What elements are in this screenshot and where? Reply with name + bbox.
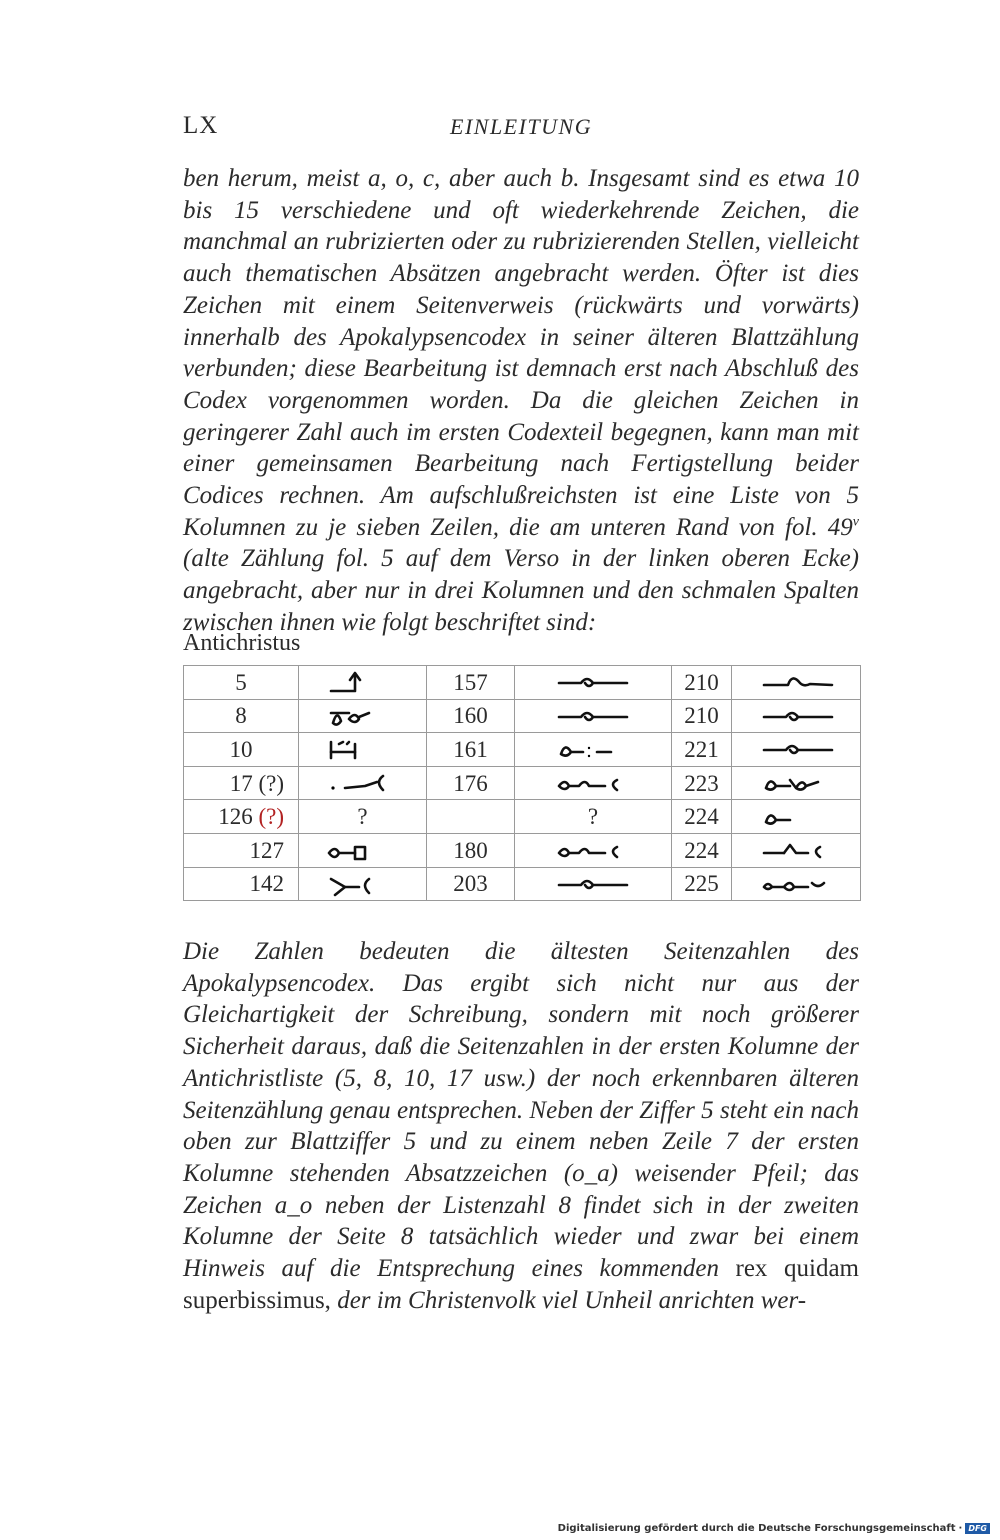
- col2-sign: [515, 733, 672, 767]
- a-o-sign-icon: [760, 768, 836, 798]
- paragraph-text-continued: (alte Zählung fol. 5 auf dem Verso in der linken oberen Ecke) angebracht, aber nur in drei Kolumnen und den schmalen Spalten zwischen ihnen wie folgt beschriftet sind:: [183, 545, 859, 636]
- col1-sign: [299, 699, 427, 733]
- col3-sign: [732, 733, 861, 767]
- page-number-value: 180: [453, 837, 488, 863]
- page-number-value: 160: [453, 703, 488, 729]
- question-mark: ?: [357, 804, 368, 830]
- col3-sign: [732, 666, 861, 700]
- table-row: [184, 666, 861, 700]
- col2-page-number: [427, 666, 515, 700]
- col1-sign: [299, 833, 427, 867]
- col3-sign: [732, 800, 861, 834]
- page-number-value: 225: [684, 871, 719, 897]
- table-row: [184, 800, 861, 834]
- uncertainty-mark: (?): [258, 804, 284, 830]
- page-number-value: 127: [249, 837, 284, 863]
- antichrist-table: [183, 665, 861, 901]
- arrow-sign-icon: [325, 667, 401, 697]
- col1-page-number: [184, 699, 299, 733]
- col3-sign: [732, 867, 861, 901]
- wave-sign-icon: [760, 734, 836, 764]
- col3-sign: [732, 699, 861, 733]
- o-o-sign-icon: [760, 869, 836, 899]
- dfg-logo: DFG: [965, 1523, 990, 1534]
- table-caption: Antichristus: [183, 630, 301, 656]
- page-number-value: 224: [684, 837, 719, 863]
- credit-text: Digitalisierung gefördert durch die Deutsche Forschungsgemeinschaft: [557, 1523, 956, 1534]
- o-c-sign-icon: [555, 768, 631, 798]
- paragraph-text: Die Zahlen bedeuten die ältesten Seitenzahlen des Apokalypsencodex. Das ergibt sich nicht nur aus der Gleichartigkeit der Schreibung, sondern mit noch größerer Sicherheit daraus, daß die Seitenzahlen in der ersten Kolumne der Antichristliste (5, 8, 10, 17 usw.) der noch erkennbaren älteren Seitenzählung genau entsprechen. Neben der Ziffer 5 steht ein nach oben zur Blattziffer 5 und zu einem neben Zeile 7 der ersten Kolumne stehenden Absatzzeichen (o_a) weisender Pfeil; das Zeichen a_o neben der Listenzahl 8 findet sich in der zweiten Kolumne der Seite 8 tatsächlich wieder und zwar bei einem Hinweis auf die Entsprechung eines kommenden: [183, 938, 859, 1283]
- digitization-credit: [558, 1523, 990, 1534]
- page-number-value: 176: [453, 770, 488, 796]
- col1-sign: [299, 800, 427, 834]
- chain-sign-icon: [325, 835, 401, 865]
- wave-sign-icon: [555, 701, 631, 731]
- o-c-sign-icon: [555, 835, 631, 865]
- col3-page-number: [672, 699, 732, 733]
- col1-sign: [299, 867, 427, 901]
- page-number-value: 142: [249, 871, 284, 897]
- col1-sign: [299, 733, 427, 767]
- paragraph-text: ben herum, meist a, o, c, aber auch b. Insgesamt sind es etwa 10 bis 15 verschiedene und oft wiederkehrende Zeichen, die manchmal an rubrizierten oder zu rubrizierenden Stellen, vielleicht auch thematischen Absätzen angebracht werden. Öfter ist dies Zeichen mit einem Seitenverweis (rückwärts und vorwärts) innerhalb des Apokalypsencodex in seiner älteren Blattzählung verbunden; diese Bearbeitung ist demnach erst nach Abschluß des Codex vorgenommen worden. Da die gleichen Zeichen in geringerer Zahl auch im ersten Codexteil begegnen, kann man mit einer gemeinsamen Bearbeitung nach Fertigstellung beider Codices rechnen. Am aufschlußreichsten ist eine Liste von 5 Kolumnen zu je sieben Zeilen, die am unteren Rand von fol. 49: [183, 165, 859, 541]
- table-row: [184, 833, 861, 867]
- page-number-value: 210: [684, 669, 719, 695]
- col3-page-number: [672, 833, 732, 867]
- wave-sign-icon: [555, 869, 631, 899]
- col3-page-number: [672, 666, 732, 700]
- col1-page-number: [184, 733, 299, 767]
- superscript-verso: v: [852, 514, 859, 530]
- table-row: [184, 867, 861, 901]
- page-number-value: 5: [235, 669, 247, 695]
- col3-sign: [732, 833, 861, 867]
- running-head: EINLEITUNG: [450, 114, 593, 139]
- col3-sign: [732, 766, 861, 800]
- col1-page-number: [184, 800, 299, 834]
- col2-page-number: [427, 833, 515, 867]
- dash-c-sign-icon: [760, 835, 836, 865]
- page-number: LX: [183, 112, 219, 139]
- paragraph-explanation: [183, 936, 859, 1316]
- col2-sign: [515, 666, 672, 700]
- col2-sign: [515, 867, 672, 901]
- page-number-value: 221: [684, 736, 719, 762]
- col1-page-number: [184, 666, 299, 700]
- bracket-sign-icon: [325, 734, 401, 764]
- hook-c-sign-icon: [325, 869, 401, 899]
- page-number-value: 223: [684, 770, 719, 796]
- col2-sign: [515, 800, 672, 834]
- col2-page-number: [427, 766, 515, 800]
- col1-page-number: [184, 766, 299, 800]
- col2-sign: [515, 833, 672, 867]
- col2-sign: [515, 766, 672, 800]
- a-dots-sign-icon: [555, 734, 631, 764]
- question-mark: ?: [587, 804, 599, 830]
- col2-page-number: [427, 733, 515, 767]
- col2-page-number: [427, 867, 515, 901]
- dot-hook-sign-icon: [325, 768, 401, 798]
- page-number-value: 8: [235, 703, 247, 729]
- col1-page-number: [184, 867, 299, 901]
- paragraph-intro: [183, 163, 859, 639]
- col2-sign: [515, 699, 672, 733]
- wave-sign-icon: [555, 667, 631, 697]
- wave-sign-icon: [760, 701, 836, 731]
- col3-page-number: [672, 733, 732, 767]
- col3-page-number: [672, 800, 732, 834]
- hump-sign-icon: [760, 667, 836, 697]
- paragraph-text-continued: der im Christenvolk viel Unheil anrichten wer-: [330, 1286, 807, 1314]
- table-row: [184, 699, 861, 733]
- page-number-value: 126: [218, 804, 259, 830]
- col1-sign: [299, 766, 427, 800]
- col2-page-number: [427, 699, 515, 733]
- page-number-value: 17 (?): [229, 770, 284, 796]
- latin-quote: rex quidam superbissimus,: [183, 1255, 859, 1314]
- a-dash-sign-icon: [760, 802, 836, 832]
- page-number-value: 203: [453, 871, 488, 897]
- col1-page-number: [184, 833, 299, 867]
- col1-sign: [299, 666, 427, 700]
- col3-page-number: [672, 867, 732, 901]
- page-number-value: 224: [684, 804, 719, 830]
- table-row: [184, 733, 861, 767]
- col3-page-number: [672, 766, 732, 800]
- page-number-value: 210: [684, 703, 719, 729]
- ao-sign-icon: [325, 701, 401, 731]
- page-number-value: 161: [453, 736, 488, 762]
- credit-dot: ·: [958, 1523, 963, 1534]
- table-row: [184, 766, 861, 800]
- page-number-value: 157: [453, 669, 488, 695]
- col2-page-number: [427, 800, 515, 834]
- page-number-value: 10: [229, 736, 253, 762]
